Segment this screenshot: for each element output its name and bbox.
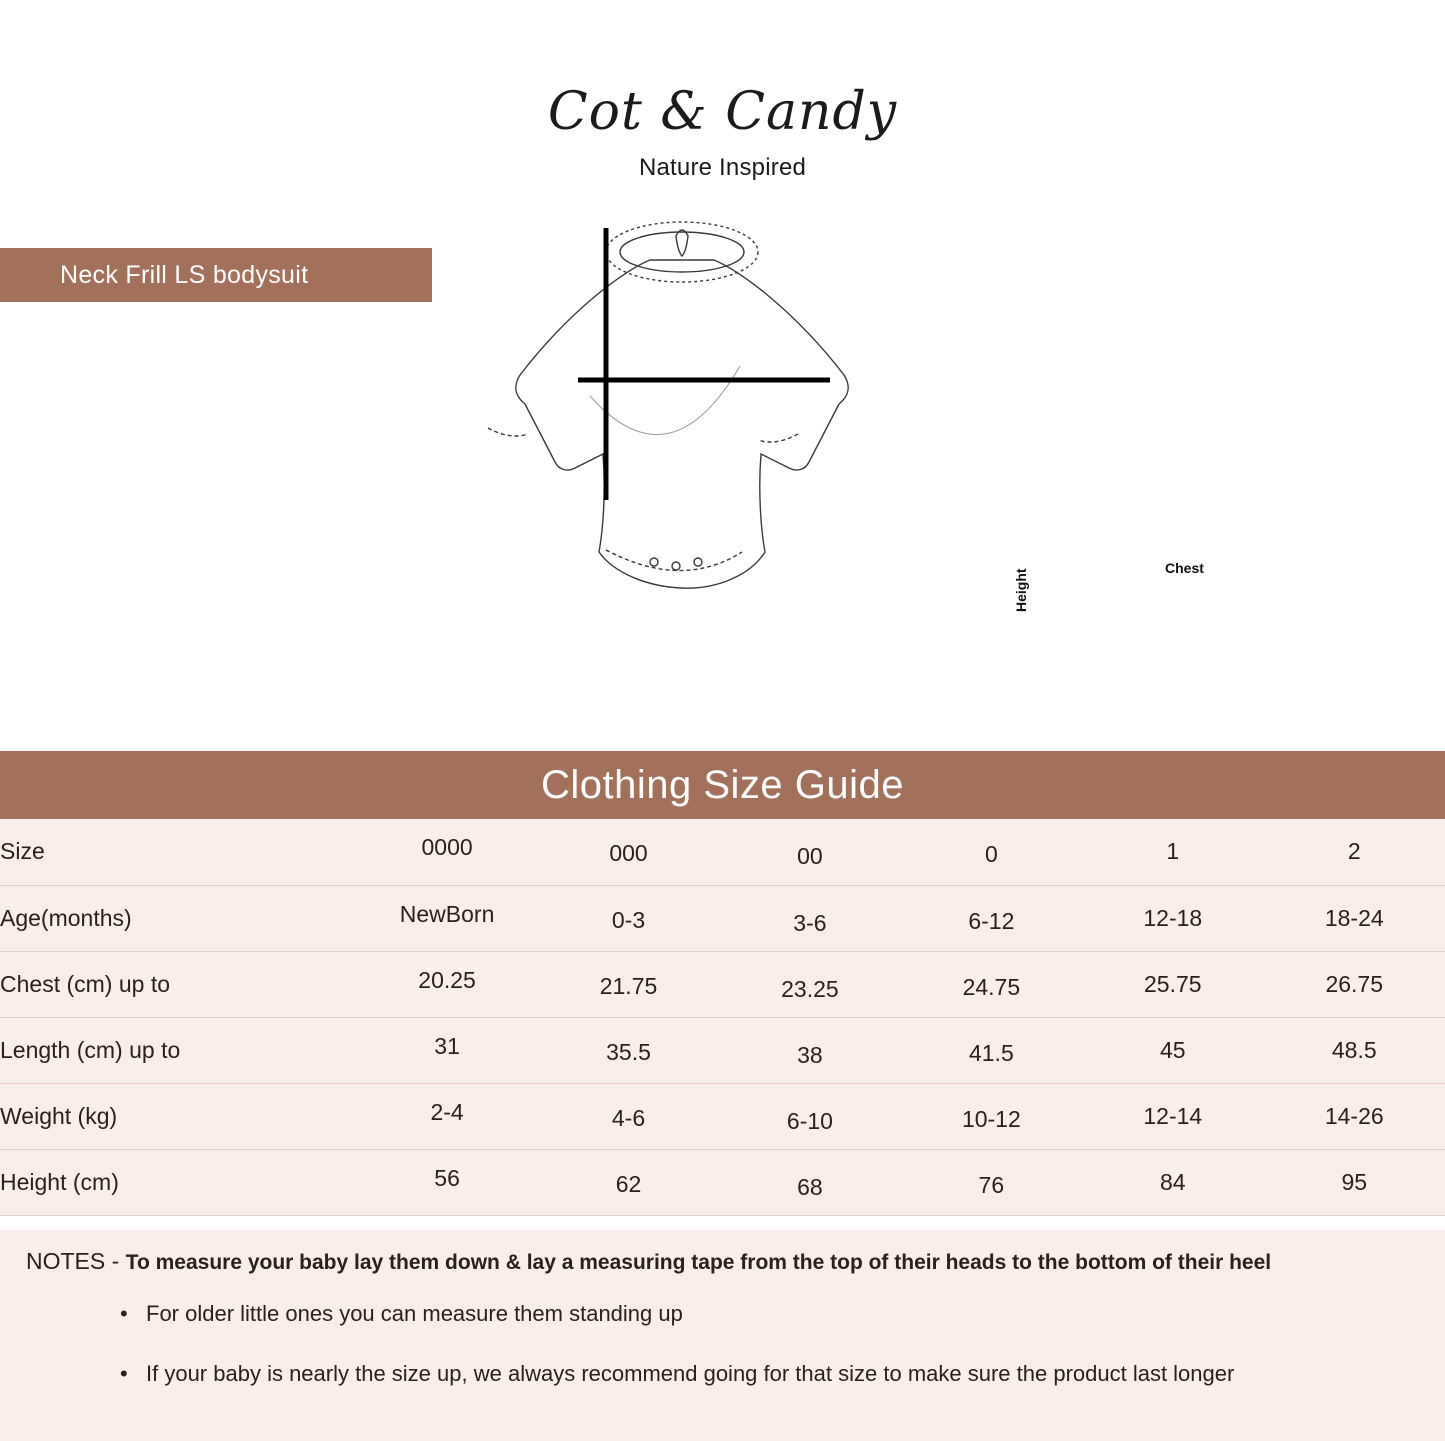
table-cell: 41.5 [968,1039,1014,1066]
table-cell: 56 [434,1164,460,1191]
size-guide-title: Clothing Size Guide [540,762,905,807]
chest-measure-label: Chest [1165,560,1204,576]
table-cell: 68 [797,1173,823,1200]
table-cell: 84 [1159,1168,1186,1195]
table-cell: 0000 [421,834,473,861]
table-row [0,885,1445,951]
table-cell: 95 [1341,1168,1368,1195]
notes-bullet-list [26,1301,1419,1387]
table-cell: 12-14 [1143,1102,1203,1129]
table-row [0,1083,1445,1149]
table-cell: 25.75 [1143,970,1202,997]
table-cell: 0-3 [611,906,646,933]
size-table-container [0,819,1445,1216]
table-cell: NewBorn [399,900,495,927]
table-row [0,1017,1445,1083]
brand-tagline: Nature Inspired [638,154,807,181]
table-row [0,819,1445,885]
row-label: Size [0,838,45,865]
table-cell: 2 [1347,838,1361,865]
notes-main-line [26,1248,1419,1275]
size-guide-banner [0,751,1445,819]
table-cell: 21.75 [599,972,658,999]
table-cell: 24.75 [962,973,1021,1000]
notes-section [0,1230,1445,1441]
bodysuit-icon [430,200,1010,630]
list-item: • For older little ones you can measure them standing up [146,1301,1419,1327]
row-label: Weight (kg) [0,1102,118,1129]
bodysuit-illustration [430,200,1204,630]
table-cell: 6-12 [968,907,1015,934]
table-cell: 10-12 [961,1105,1021,1132]
table-cell: 14-26 [1324,1102,1384,1129]
table-cell: 12-18 [1143,904,1203,931]
table-cell: 35.5 [606,1038,651,1065]
table-cell: 00 [797,843,823,870]
table-row [0,1149,1445,1215]
table-cell: 31 [434,1032,460,1059]
table-cell: 62 [615,1170,642,1197]
table-cell: 3-6 [793,909,827,936]
table-cell: 4-6 [611,1104,646,1131]
product-name-label: Neck Frill LS bodysuit [60,260,309,289]
row-label: Age(months) [0,904,132,931]
notes-main-text: To measure your baby lay them down & lay a measuring tape from the top of their heads to the bottom of their heel [125,1251,1272,1274]
table-cell: 26.75 [1325,970,1384,997]
table-cell: 000 [609,840,648,867]
table-cell: 45 [1159,1036,1186,1063]
row-label: Length (cm) up to [0,1036,181,1063]
table-cell: 6-10 [786,1107,833,1134]
table-cell: 76 [978,1171,1005,1198]
list-item: • If your baby is nearly the size up, we always recommend going for that size to make sure the product last longer [146,1361,1419,1387]
row-label: Chest (cm) up to [0,970,170,997]
size-table [0,819,1445,1216]
product-name-tag [0,248,432,302]
table-cell: 20.25 [418,966,476,993]
height-measure-label: Height [1013,568,1029,612]
table-cell: 18-24 [1324,904,1384,931]
table-cell: 1 [1166,838,1180,865]
table-row [0,951,1445,1017]
table-cell: 23.25 [781,975,839,1002]
notes-label: NOTES - [26,1248,126,1274]
brand-header [0,82,1445,182]
table-cell: 48.5 [1331,1036,1377,1063]
row-label: Height (cm) [0,1168,119,1195]
brand-name: Cot & Candy [547,82,898,142]
table-cell: 0 [984,841,998,868]
table-cell: 2-4 [430,1098,464,1125]
table-cell: 38 [797,1041,823,1068]
